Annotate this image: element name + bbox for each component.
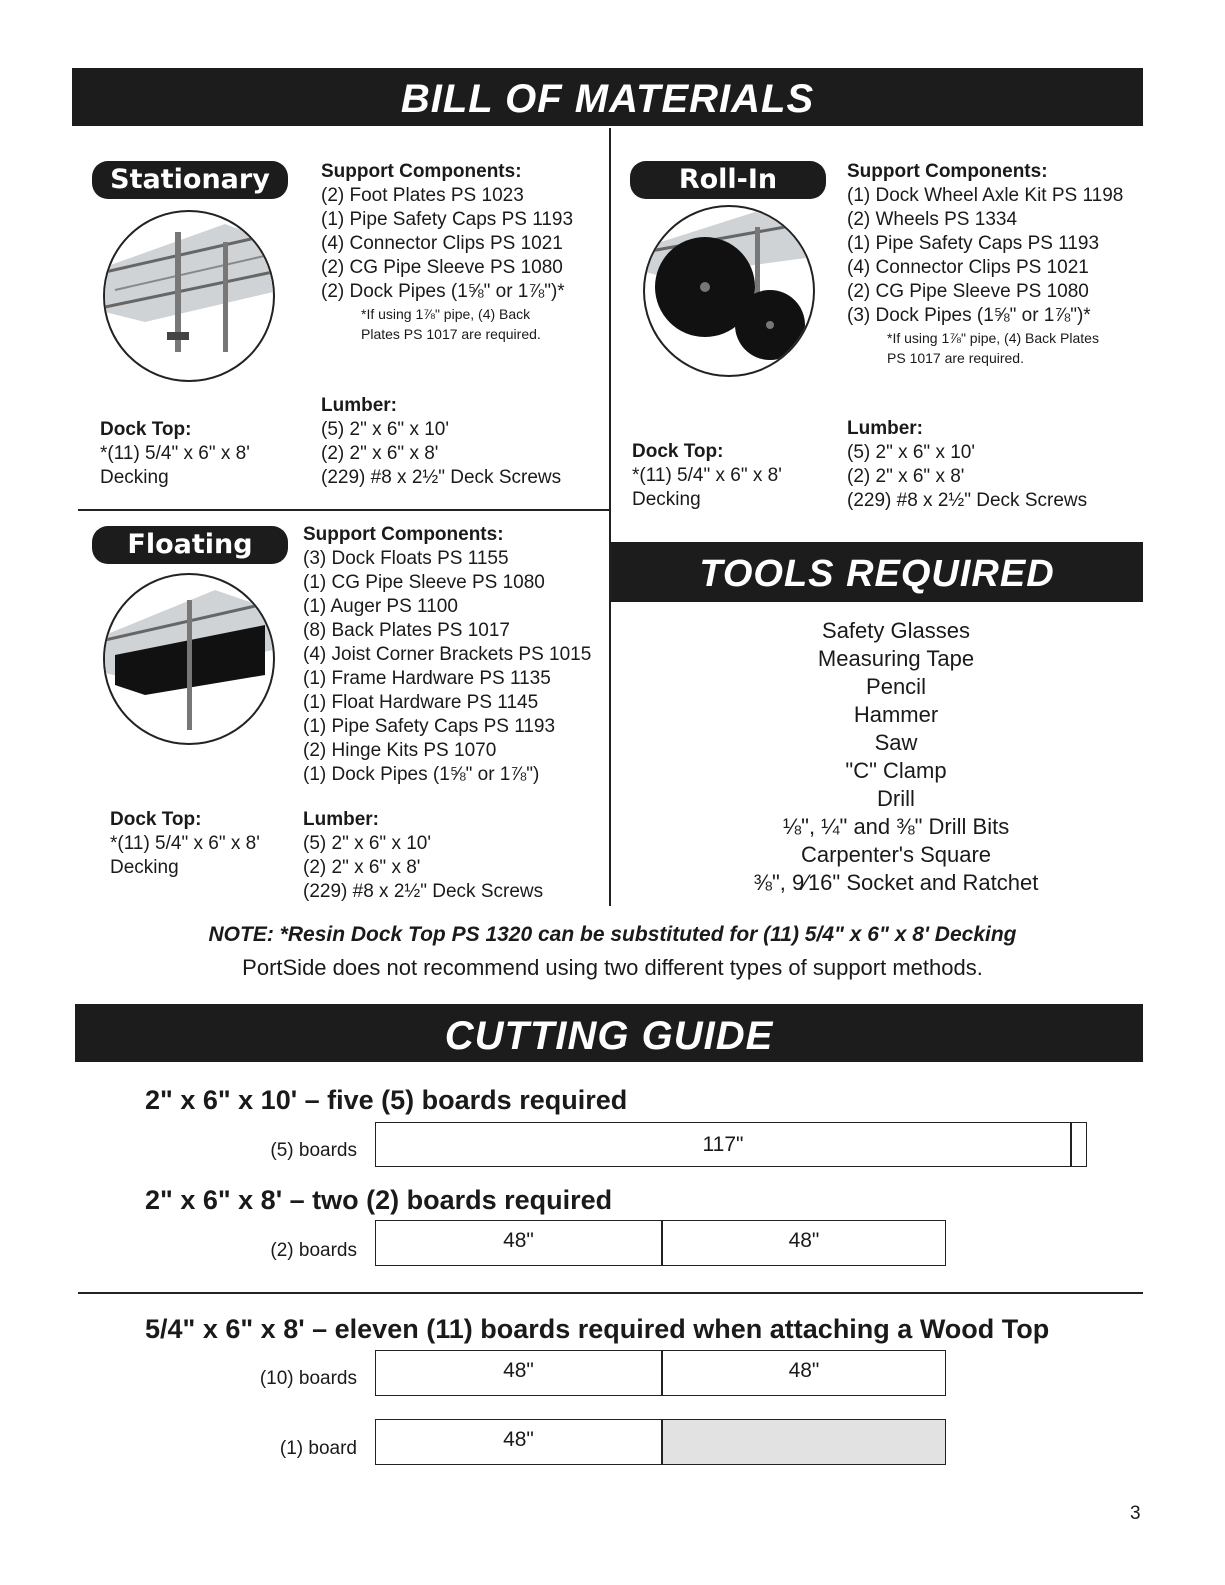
cut-row3-segment-a-label: 48"	[503, 1359, 534, 1382]
cut-row1-title: 2" x 6" x 10' – five (5) boards required	[145, 1085, 628, 1115]
floating-badge-label: Floating	[127, 529, 253, 560]
stationary-badge-label: Stationary	[110, 164, 270, 195]
floating-support-item: (1) Dock Pipes (1⅝" or 1⅞")	[303, 764, 540, 785]
rollin-lumber-block	[847, 417, 1087, 513]
floating-lumber-item: (2) 2" x 6" x 8'	[303, 857, 421, 878]
rollin-lumber-item: (229) #8 x 2½" Deck Screws	[847, 490, 1088, 511]
bill-of-materials-banner	[72, 68, 1143, 126]
bill-of-materials-title: BILL OF MATERIALS	[400, 77, 815, 121]
cut-row3-label: (10) boards	[259, 1368, 357, 1389]
rollin-lumber-item: (5) 2" x 6" x 10'	[847, 442, 975, 463]
tool-item: Pencil	[866, 674, 926, 699]
cut-row4-segment-a-label: 48"	[503, 1428, 534, 1451]
rollin-lumber-heading: Lumber:	[847, 418, 923, 439]
rollin-docktop-block	[632, 440, 782, 512]
stationary-support-note: *If using 1⅞" pipe, (4) Back	[361, 306, 531, 322]
tools-list	[611, 617, 1181, 897]
tools-required-banner	[611, 542, 1143, 602]
cutting-guide-title: CUTTING GUIDE	[444, 1014, 774, 1058]
rollin-support-item: (1) Pipe Safety Caps PS 1193	[847, 233, 1100, 254]
floating-support-item: (1) Frame Hardware PS 1135	[303, 668, 551, 689]
tool-item: Carpenter's Square	[800, 842, 992, 867]
floating-docktop-item: Decking	[110, 857, 179, 878]
stationary-lumber-item: (229) #8 x 2½" Deck Screws	[321, 467, 562, 488]
stationary-lumber-block	[321, 394, 561, 490]
rollin-lumber-item: (2) 2" x 6" x 8'	[847, 466, 965, 487]
cut-row2-board	[375, 1220, 946, 1266]
stationary-support-block	[321, 160, 573, 344]
cut-row2-label: (2) boards	[270, 1240, 357, 1261]
floating-support-item: (4) Joist Corner Brackets PS 1015	[303, 644, 592, 665]
cut-row2-segment-a-label: 48"	[503, 1229, 534, 1252]
cut-row1-label: (5) boards	[270, 1140, 357, 1161]
floating-lumber-item: (229) #8 x 2½" Deck Screws	[303, 881, 544, 902]
cut-row2-segment	[376, 1221, 661, 1265]
cut-row2-title: 2" x 6" x 8' – two (2) boards required	[145, 1185, 613, 1215]
cut-row4-scrap-segment	[663, 1420, 945, 1464]
stationary-support-item: (1) Pipe Safety Caps PS 1193	[321, 209, 574, 230]
floating-support-heading: Support Components:	[303, 524, 504, 545]
floating-badge	[92, 526, 288, 564]
tool-item: Saw	[874, 730, 918, 755]
stationary-support-heading: Support Components:	[321, 161, 522, 182]
stationary-lumber-item: (2) 2" x 6" x 8'	[321, 443, 439, 464]
rollin-support-note: PS 1017 are required.	[887, 350, 1024, 366]
cut-row1-segment-label: 117"	[702, 1133, 744, 1156]
tool-item: ⅜", 9⁄16" Socket and Ratchet	[753, 870, 1039, 895]
floating-lumber-block	[303, 808, 543, 904]
cut-row3-title: 5/4" x 6" x 8' – eleven (11) boards required when attaching a Wood Top	[145, 1314, 1050, 1344]
stationary-docktop-heading: Dock Top:	[100, 419, 192, 440]
rollin-support-item: (1) Dock Wheel Axle Kit PS 1198	[847, 185, 1124, 206]
cut-row1-segment	[376, 1123, 1070, 1166]
tool-item: Measuring Tape	[817, 646, 975, 671]
stationary-support-note: Plates PS 1017 are required.	[361, 326, 541, 342]
floating-support-item: (8) Back Plates PS 1017	[303, 620, 510, 641]
rollin-support-note: *If using 1⅞" pipe, (4) Back Plates	[887, 330, 1099, 346]
rollin-support-item: (2) CG Pipe Sleeve PS 1080	[847, 281, 1089, 302]
cut-row3-segment	[376, 1351, 661, 1395]
stationary-support-item: (2) CG Pipe Sleeve PS 1080	[321, 257, 563, 278]
floating-support-item: (3) Dock Floats PS 1155	[303, 548, 509, 569]
floating-lumber-item: (5) 2" x 6" x 10'	[303, 833, 431, 854]
rollin-docktop-item: *(11) 5/4" x 6" x 8'	[632, 465, 782, 486]
rollin-dock-illustration	[643, 205, 815, 377]
cut-row3-board	[375, 1350, 946, 1396]
floating-support-item: (2) Hinge Kits PS 1070	[303, 740, 497, 761]
rollin-support-item: (4) Connector Clips PS 1021	[847, 257, 1089, 278]
tool-item: Drill	[877, 786, 915, 811]
rollin-badge	[630, 161, 826, 199]
note-line-1: NOTE: *Resin Dock Top PS 1320 can be substituted for (11) 5/4" x 6" x 8' Decking	[208, 923, 1017, 946]
rollin-badge-label: Roll-In	[678, 164, 778, 195]
cut-row2-segment	[663, 1221, 945, 1265]
rollin-docktop-item: Decking	[632, 489, 701, 510]
cut-row4-label: (1) board	[279, 1438, 357, 1459]
cut-row1-board	[375, 1122, 1087, 1167]
floating-support-item: (1) Float Hardware PS 1145	[303, 692, 539, 713]
stationary-docktop-item: *(11) 5/4" x 6" x 8'	[100, 443, 250, 464]
tool-item: Safety Glasses	[822, 618, 970, 643]
rollin-support-block	[847, 160, 1123, 368]
tool-item: Hammer	[853, 702, 939, 727]
cutting-divider	[78, 1292, 1143, 1294]
stationary-docktop-block	[100, 418, 250, 490]
note-line-2: PortSide does not recommend using two different types of support methods.	[242, 955, 983, 980]
stationary-docktop-item: Decking	[100, 467, 169, 488]
cut-row4-segment	[376, 1420, 661, 1464]
stationary-support-item: (2) Foot Plates PS 1023	[321, 185, 524, 206]
rollin-support-item: (2) Wheels PS 1334	[847, 209, 1018, 230]
cut-row1-offcut-line	[1070, 1123, 1072, 1166]
cut-row4-board	[375, 1419, 946, 1465]
tool-item: "C" Clamp	[845, 758, 947, 783]
cut-row3-segment	[663, 1351, 945, 1395]
rollin-support-item: (3) Dock Pipes (1⅝" or 1⅞")*	[847, 305, 1091, 326]
stationary-lumber-item: (5) 2" x 6" x 10'	[321, 419, 449, 440]
cutting-guide-banner	[75, 1004, 1143, 1062]
floating-docktop-heading: Dock Top:	[110, 809, 202, 830]
stationary-badge	[92, 161, 288, 199]
floating-support-item: (1) CG Pipe Sleeve PS 1080	[303, 572, 545, 593]
stationary-support-item: (4) Connector Clips PS 1021	[321, 233, 563, 254]
floating-support-item: (1) Pipe Safety Caps PS 1193	[303, 716, 556, 737]
floating-dock-illustration	[103, 573, 275, 745]
floating-docktop-block	[110, 808, 260, 880]
tool-item: ⅛", ¼" and ⅜" Drill Bits	[782, 814, 1010, 839]
stationary-dock-illustration	[103, 210, 275, 382]
floating-docktop-item: *(11) 5/4" x 6" x 8'	[110, 833, 260, 854]
cut-row2-segment-b-label: 48"	[788, 1229, 820, 1252]
left-section-divider	[78, 509, 611, 511]
tools-required-title: TOOLS REQUIRED	[699, 553, 1055, 595]
cut-row3-segment-b-label: 48"	[788, 1359, 820, 1382]
stationary-support-item: (2) Dock Pipes (1⅝" or 1⅞")*	[321, 281, 565, 302]
rollin-docktop-heading: Dock Top:	[632, 441, 724, 462]
floating-support-block	[303, 523, 591, 787]
rollin-support-heading: Support Components:	[847, 161, 1048, 182]
page-number: 3	[1130, 1503, 1141, 1524]
floating-lumber-heading: Lumber:	[303, 809, 379, 830]
floating-support-item: (1) Auger PS 1100	[303, 596, 458, 617]
stationary-lumber-heading: Lumber:	[321, 395, 397, 416]
